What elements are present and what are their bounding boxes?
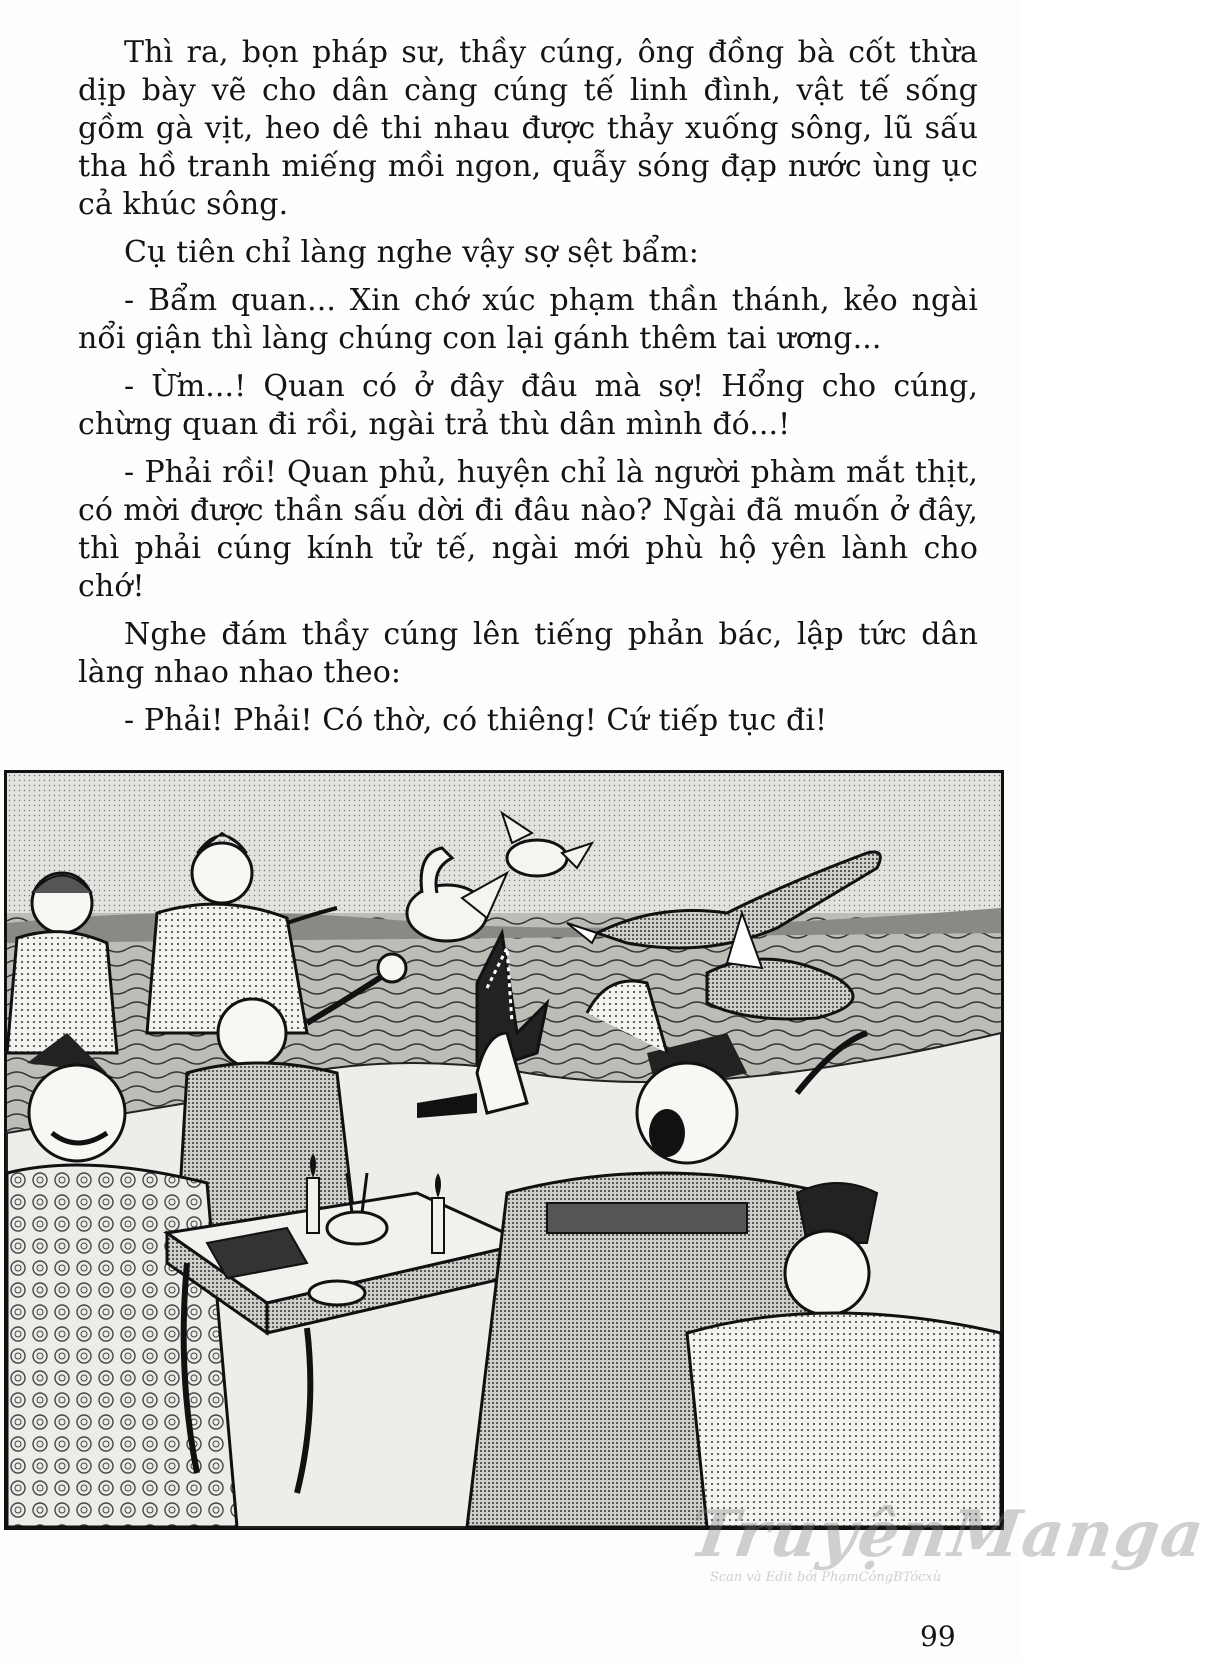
paragraph-3: - Bẩm quan... Xin chớ xúc phạm thần thánh, kẻo ngài nổi giận thì làng chúng con lại gánh thêm tai ương... [78, 283, 978, 356]
river-offering-illustration [4, 770, 1004, 1530]
page-number: 99 [920, 1620, 956, 1653]
sky [7, 773, 1001, 923]
paragraph-1: Thì ra, bọn pháp sư, thầy cúng, ông đồng bà cốt thừa dịp bày vẽ cho dân càng cúng tế linh đình, vật tế sống gồm gà vịt, heo dê thi nhau được thảy xuống sông, lũ sấu tha hồ tranh miếng mồi ngon, quẫy sóng đạp nước ùng ục cả khúc sông. [78, 35, 978, 222]
paragraph-7: - Phải! Phải! Có thờ, có thiêng! Cứ tiếp tục đi! [124, 703, 828, 738]
body-text [78, 34, 978, 750]
paragraph-6: Nghe đám thầy cúng lên tiếng phản bác, lập tức dân làng nhao nhao theo: [78, 617, 978, 690]
offering-bowl [309, 1281, 365, 1305]
paragraph-5: - Phải rồi! Quan phủ, huyện chỉ là người phàm mắt thịt, có mời được thần sấu dời đi đâu nào? Ngài đã muốn ở đây, thì phải cúng kính tử tế, ngài mới phù hộ yên lành cho chớ! [78, 455, 978, 604]
paragraph-2: Cụ tiên chỉ làng nghe vậy sợ sệt bẩm: [124, 235, 699, 270]
watermark-logo: TruyệnManga [684, 1497, 1210, 1572]
paragraph-4: - Ừm...! Quan có ở đây đâu mà sợ! Hổng cho cúng, chừng quan đi rồi, ngài trả thù dân mình đó...! [78, 369, 978, 442]
watermark-credit: Scan và Edit bởi PhạmCôngBTócxù [710, 1570, 942, 1585]
illustration-drawing [7, 773, 1001, 1527]
